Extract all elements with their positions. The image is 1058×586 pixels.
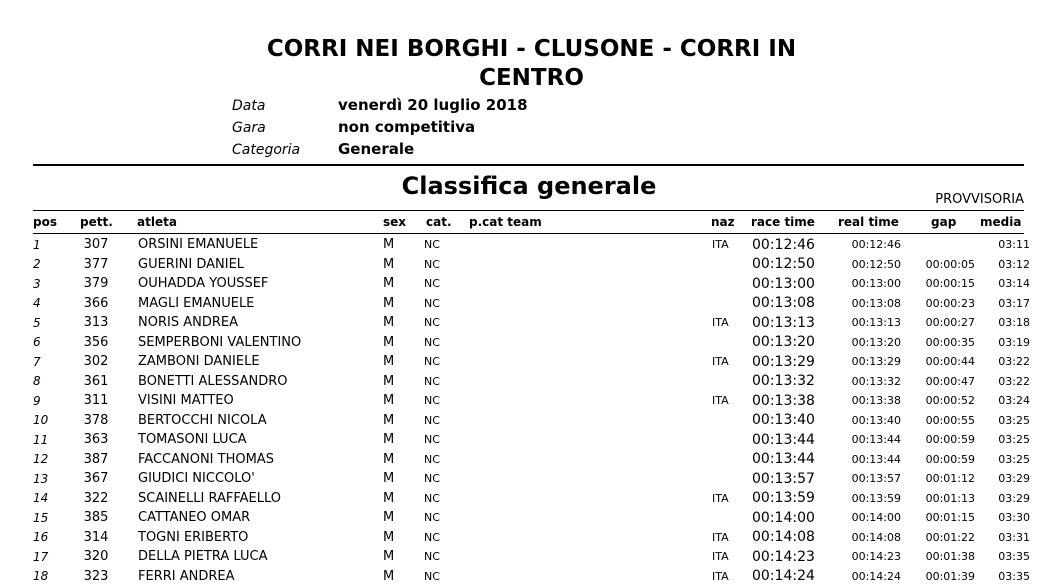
row-spacer [119,352,138,372]
section-title: Classifica generale [0,172,1058,200]
row-gap: 00:00:05 [901,255,975,275]
row-race-time: 00:14:23 [752,547,839,567]
row-media: 03:14 [975,274,1030,294]
row-real-time: 00:13:13 [839,313,901,333]
row-spacer [1030,372,1058,392]
row-pett: 322 [73,489,119,509]
table-row [0,567,1058,586]
row-spacer [119,430,138,450]
table-row [0,528,1058,548]
table-row [0,294,1058,314]
row-pos: 3 [0,274,73,294]
row-sex: M [383,547,424,567]
event-title-line2: CENTRO [0,65,1058,91]
row-atleta: SCAINELLI RAFFAELLO [138,489,383,509]
col-header-real-time: real time [838,215,899,229]
row-cat: NC [424,489,712,509]
row-cat: NC [424,450,712,470]
row-sex: M [383,372,424,392]
row-pett: 320 [73,547,119,567]
row-pett: 311 [73,391,119,411]
row-sex: M [383,430,424,450]
table-row [0,391,1058,411]
row-sex: M [383,508,424,528]
row-gap: 00:00:15 [901,274,975,294]
row-sex: M [383,274,424,294]
table-row [0,547,1058,567]
table-row [0,489,1058,509]
row-media: 03:25 [975,450,1030,470]
row-gap: 00:01:12 [901,469,975,489]
row-atleta: TOMASONI LUCA [138,430,383,450]
row-atleta: OUHADDA YOUSSEF [138,274,383,294]
row-pett: 377 [73,255,119,275]
row-real-time: 00:13:08 [839,294,901,314]
row-spacer [119,528,138,548]
row-race-time: 00:13:20 [752,333,839,353]
row-spacer [119,508,138,528]
row-spacer [1030,547,1058,567]
row-sex: M [383,313,424,333]
row-media: 03:24 [975,391,1030,411]
row-naz [712,333,752,353]
results-table [0,235,1058,586]
row-gap: 00:01:38 [901,547,975,567]
event-title-line1: CORRI NEI BORGHI - CLUSONE - CORRI IN [0,36,1058,62]
table-row [0,508,1058,528]
row-spacer [1030,352,1058,372]
row-cat: NC [424,391,712,411]
row-real-time: 00:14:00 [839,508,901,528]
row-cat: NC [424,528,712,548]
row-spacer [119,372,138,392]
row-cat: NC [424,411,712,431]
row-spacer [1030,313,1058,333]
row-gap: 00:01:15 [901,508,975,528]
row-sex: M [383,411,424,431]
row-spacer [119,489,138,509]
row-sex: M [383,294,424,314]
row-real-time: 00:12:50 [839,255,901,275]
row-sex: M [383,489,424,509]
row-cat: NC [424,547,712,567]
row-sex: M [383,469,424,489]
gara-value: non competitiva [338,118,475,136]
row-pos: 14 [0,489,73,509]
row-race-time: 00:13:13 [752,313,839,333]
row-atleta: MAGLI EMANUELE [138,294,383,314]
row-sex: M [383,352,424,372]
row-pos: 6 [0,333,73,353]
row-cat: NC [424,352,712,372]
row-spacer [1030,255,1058,275]
row-pos: 2 [0,255,73,275]
row-gap: 00:00:47 [901,372,975,392]
row-real-time: 00:12:46 [839,235,901,255]
row-pos: 4 [0,294,73,314]
row-pett: 387 [73,450,119,470]
row-gap: 00:01:13 [901,489,975,509]
row-pos: 18 [0,567,73,586]
row-real-time: 00:13:29 [839,352,901,372]
row-gap: 00:00:27 [901,313,975,333]
row-naz [712,294,752,314]
row-spacer [1030,489,1058,509]
row-real-time: 00:13:00 [839,274,901,294]
row-real-time: 00:13:32 [839,372,901,392]
row-sex: M [383,235,424,255]
data-label: Data [232,98,265,114]
col-header-pcat-team: p.cat team [469,215,542,229]
row-pett: 378 [73,411,119,431]
row-cat: NC [424,294,712,314]
row-pett: 361 [73,372,119,392]
row-naz [712,411,752,431]
row-atleta: TOGNI ERIBERTO [138,528,383,548]
row-real-time: 00:13:59 [839,489,901,509]
col-header-atleta: atleta [137,215,177,229]
row-pos: 1 [0,235,73,255]
row-race-time: 00:13:38 [752,391,839,411]
row-atleta: BERTOCCHI NICOLA [138,411,383,431]
row-atleta: VISINI MATTEO [138,391,383,411]
row-naz: ITA [712,567,752,586]
row-sex: M [383,567,424,586]
row-race-time: 00:14:24 [752,567,839,586]
row-spacer [119,333,138,353]
row-atleta: SEMPERBONI VALENTINO [138,333,383,353]
row-race-time: 00:13:29 [752,352,839,372]
row-race-time: 00:13:00 [752,274,839,294]
row-naz: ITA [712,352,752,372]
row-naz [712,255,752,275]
table-row [0,450,1058,470]
row-gap: 00:00:55 [901,411,975,431]
row-cat: NC [424,333,712,353]
row-cat: NC [424,313,712,333]
row-real-time: 00:13:44 [839,450,901,470]
row-naz: ITA [712,547,752,567]
table-row [0,235,1058,255]
results-rows [0,235,1058,586]
row-gap: 00:00:35 [901,333,975,353]
row-spacer [1030,391,1058,411]
row-pett: 302 [73,352,119,372]
row-media: 03:25 [975,430,1030,450]
row-media: 03:30 [975,508,1030,528]
row-media: 03:25 [975,411,1030,431]
row-race-time: 00:13:08 [752,294,839,314]
row-race-time: 00:13:44 [752,430,839,450]
row-sex: M [383,450,424,470]
row-naz: ITA [712,489,752,509]
col-header-race-time: race time [751,215,815,229]
row-pos: 17 [0,547,73,567]
row-media: 03:12 [975,255,1030,275]
col-header-cat: cat. [426,215,452,229]
row-sex: M [383,333,424,353]
row-atleta: DELLA PIETRA LUCA [138,547,383,567]
row-cat: NC [424,274,712,294]
row-naz [712,430,752,450]
row-pos: 16 [0,528,73,548]
row-spacer [119,294,138,314]
row-spacer [119,235,138,255]
table-row [0,469,1058,489]
row-atleta: ZAMBONI DANIELE [138,352,383,372]
categoria-label: Categoria [232,142,300,158]
row-naz [712,372,752,392]
row-pett: 323 [73,567,119,586]
data-value: venerdì 20 luglio 2018 [338,96,528,114]
row-race-time: 00:13:32 [752,372,839,392]
row-real-time: 00:14:24 [839,567,901,586]
row-media: 03:31 [975,528,1030,548]
row-atleta: FERRI ANDREA [138,567,383,586]
row-media: 03:18 [975,313,1030,333]
row-sex: M [383,391,424,411]
row-spacer [1030,450,1058,470]
row-cat: NC [424,255,712,275]
row-naz: ITA [712,528,752,548]
row-spacer [1030,235,1058,255]
row-media: 03:22 [975,372,1030,392]
header-divider [33,164,1024,166]
row-spacer [1030,567,1058,586]
row-real-time: 00:14:23 [839,547,901,567]
row-sex: M [383,528,424,548]
row-media: 03:35 [975,547,1030,567]
row-spacer [119,567,138,586]
columns-bottom-divider [33,233,1024,234]
row-pett: 379 [73,274,119,294]
table-row [0,255,1058,275]
row-pett: 385 [73,508,119,528]
row-pett: 313 [73,313,119,333]
table-row [0,333,1058,353]
row-naz: ITA [712,235,752,255]
row-media: 03:11 [975,235,1030,255]
row-naz [712,450,752,470]
row-real-time: 00:13:57 [839,469,901,489]
row-spacer [1030,411,1058,431]
row-sex: M [383,255,424,275]
row-spacer [1030,274,1058,294]
row-gap [901,235,975,255]
row-gap: 00:00:52 [901,391,975,411]
row-real-time: 00:14:08 [839,528,901,548]
columns-top-divider [33,210,1024,211]
row-spacer [1030,294,1058,314]
row-naz [712,508,752,528]
row-media: 03:35 [975,567,1030,586]
row-spacer [1030,333,1058,353]
row-pos: 9 [0,391,73,411]
row-cat: NC [424,372,712,392]
row-spacer [119,391,138,411]
row-pett: 307 [73,235,119,255]
row-race-time: 00:14:00 [752,508,839,528]
table-row [0,411,1058,431]
row-naz [712,274,752,294]
row-spacer [1030,508,1058,528]
row-pos: 8 [0,372,73,392]
row-spacer [1030,528,1058,548]
col-header-gap: gap [931,215,956,229]
row-spacer [119,274,138,294]
row-race-time: 00:13:59 [752,489,839,509]
row-pett: 356 [73,333,119,353]
row-cat: NC [424,235,712,255]
row-gap: 00:00:23 [901,294,975,314]
row-gap: 00:01:39 [901,567,975,586]
row-pos: 11 [0,430,73,450]
row-cat: NC [424,469,712,489]
row-pos: 7 [0,352,73,372]
row-atleta: BONETTI ALESSANDRO [138,372,383,392]
row-atleta: ORSINI EMANUELE [138,235,383,255]
row-naz [712,469,752,489]
row-spacer [119,547,138,567]
row-atleta: GIUDICI NICCOLO' [138,469,383,489]
row-pett: 366 [73,294,119,314]
table-row [0,274,1058,294]
status-label: PROVVISORIA [935,192,1024,207]
row-race-time: 00:14:08 [752,528,839,548]
row-race-time: 00:13:40 [752,411,839,431]
row-spacer [119,313,138,333]
row-naz: ITA [712,391,752,411]
col-header-pos: pos [33,215,57,229]
row-spacer [119,411,138,431]
categoria-value: Generale [338,140,414,158]
row-race-time: 00:12:50 [752,255,839,275]
row-cat: NC [424,567,712,586]
row-atleta: NORIS ANDREA [138,313,383,333]
row-media: 03:19 [975,333,1030,353]
table-row [0,352,1058,372]
col-header-sex: sex [383,215,406,229]
row-real-time: 00:13:44 [839,430,901,450]
row-gap: 00:00:44 [901,352,975,372]
row-pos: 10 [0,411,73,431]
row-race-time: 00:13:44 [752,450,839,470]
row-pos: 5 [0,313,73,333]
row-pett: 367 [73,469,119,489]
row-atleta: FACCANONI THOMAS [138,450,383,470]
gara-label: Gara [232,120,266,136]
col-header-media: media [980,215,1021,229]
row-spacer [119,450,138,470]
row-media: 03:22 [975,352,1030,372]
row-gap: 00:00:59 [901,430,975,450]
row-gap: 00:00:59 [901,450,975,470]
table-row [0,313,1058,333]
row-spacer [1030,469,1058,489]
row-pett: 363 [73,430,119,450]
row-race-time: 00:12:46 [752,235,839,255]
row-atleta: GUERINI DANIEL [138,255,383,275]
row-cat: NC [424,430,712,450]
row-gap: 00:01:22 [901,528,975,548]
row-media: 03:29 [975,469,1030,489]
row-pos: 12 [0,450,73,470]
row-real-time: 00:13:20 [839,333,901,353]
row-pett: 314 [73,528,119,548]
table-row [0,372,1058,392]
row-real-time: 00:13:38 [839,391,901,411]
table-row [0,430,1058,450]
row-spacer [119,255,138,275]
row-spacer [1030,430,1058,450]
row-pos: 13 [0,469,73,489]
col-header-naz: naz [711,215,735,229]
row-media: 03:17 [975,294,1030,314]
row-real-time: 00:13:40 [839,411,901,431]
row-atleta: CATTANEO OMAR [138,508,383,528]
row-pos: 15 [0,508,73,528]
row-naz: ITA [712,313,752,333]
row-race-time: 00:13:57 [752,469,839,489]
col-header-pett: pett. [80,215,113,229]
row-cat: NC [424,508,712,528]
row-media: 03:29 [975,489,1030,509]
row-spacer [119,469,138,489]
